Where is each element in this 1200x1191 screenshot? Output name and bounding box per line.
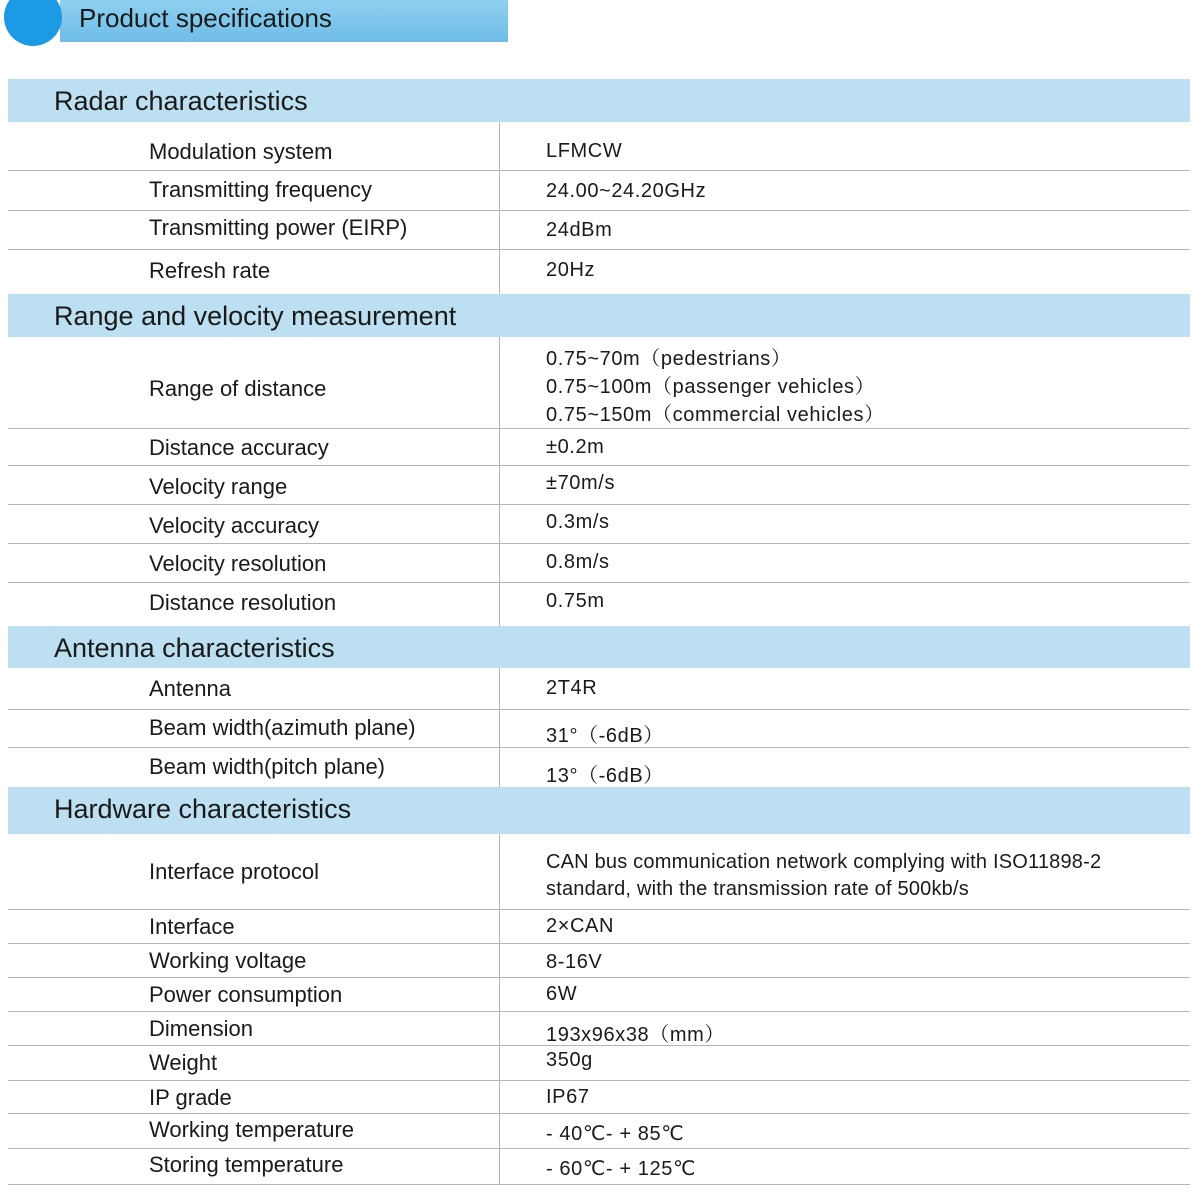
header-circle-icon: [4, 0, 62, 46]
column-divider: [499, 710, 500, 747]
column-divider: [499, 505, 500, 543]
spec-label: Range of distance: [149, 376, 327, 401]
spec-value: [546, 849, 1101, 903]
column-divider: [499, 250, 500, 294]
spec-label: Beam width(azimuth plane): [149, 715, 416, 740]
spec-label: Interface: [149, 914, 235, 939]
column-divider: [499, 1081, 500, 1113]
spec-label: Interface protocol: [149, 859, 319, 884]
column-divider: [499, 1114, 500, 1148]
spec-value-line: standard, with the transmission rate of 500kb/s: [546, 878, 969, 900]
spec-label: Antenna: [149, 676, 231, 701]
spec-value: 0.75m: [546, 590, 605, 612]
spec-label: Power consumption: [149, 982, 343, 1007]
column-divider: [499, 171, 500, 210]
spec-label: Distance resolution: [149, 590, 337, 615]
table-row: [8, 544, 1190, 583]
spec-value: LFMCW: [546, 140, 623, 162]
section-header-hardware: Hardware characteristics: [8, 787, 1190, 834]
table-row: [8, 466, 1190, 505]
spec-value: - 40℃- + 85℃: [546, 1123, 685, 1145]
spec-value: IP67: [546, 1086, 590, 1108]
spec-value: 24.00~24.20GHz: [546, 180, 707, 202]
column-divider: [499, 834, 500, 909]
table-row: [8, 171, 1190, 211]
page-title: Product specifications: [79, 3, 332, 33]
spec-value: 2T4R: [546, 677, 598, 699]
table-row: [8, 910, 1190, 944]
spec-label: IP grade: [149, 1085, 232, 1110]
table-row: [8, 1046, 1190, 1081]
spec-value: 31°（-6dB）: [546, 725, 664, 747]
table-row: [8, 122, 1190, 171]
spec-label: Transmitting power (EIRP): [149, 215, 408, 240]
spec-label: Velocity range: [149, 474, 288, 499]
column-divider: [499, 544, 500, 582]
section-header-antenna: Antenna characteristics: [8, 626, 1190, 668]
column-divider: [499, 1149, 500, 1184]
table-row: [8, 583, 1190, 626]
column-divider: [499, 211, 500, 249]
column-divider: [499, 583, 500, 626]
table-row: [8, 978, 1190, 1012]
table-row: [8, 1012, 1190, 1046]
table-bottom-border: [8, 1184, 1190, 1185]
column-divider: [499, 978, 500, 1011]
table-row: [8, 1149, 1190, 1184]
table-row: [8, 505, 1190, 544]
column-divider: [499, 466, 500, 504]
spec-value: - 60℃- + 125℃: [546, 1158, 697, 1180]
section-header-radar: Radar characteristics: [8, 79, 1190, 122]
spec-value: ±0.2m: [546, 436, 605, 458]
spec-label: Working temperature: [149, 1117, 355, 1142]
spec-label: Velocity resolution: [149, 551, 327, 576]
spec-value: 193x96x38（mm）: [546, 1024, 725, 1046]
spec-value: 13°（-6dB）: [546, 765, 664, 787]
column-divider: [499, 910, 500, 943]
spec-value-line: 0.75~70m（pedestrians）: [546, 348, 792, 370]
column-divider: [499, 944, 500, 977]
column-divider: [499, 337, 500, 428]
table-row: [8, 834, 1190, 910]
spec-label: Weight: [149, 1050, 218, 1075]
column-divider: [499, 1046, 500, 1080]
spec-label: Dimension: [149, 1016, 253, 1041]
spec-value-line: 0.75~150m（commercial vehicles）: [546, 404, 885, 426]
column-divider: [499, 668, 500, 709]
spec-value: 24dBm: [546, 219, 613, 241]
spec-label: Beam width(pitch plane): [149, 754, 386, 779]
spec-label: Distance accuracy: [149, 435, 329, 460]
spec-value: ±70m/s: [546, 472, 616, 494]
spec-value: 0.3m/s: [546, 511, 610, 533]
spec-value: 0.8m/s: [546, 551, 610, 573]
table-row: [8, 250, 1190, 294]
spec-label: Transmitting frequency: [149, 177, 372, 202]
table-row: [8, 211, 1190, 250]
spec-label: Velocity accuracy: [149, 513, 319, 538]
table-row: [8, 1081, 1190, 1114]
spec-label: Refresh rate: [149, 258, 271, 283]
spec-label: Working voltage: [149, 948, 307, 973]
table-row: [8, 429, 1190, 466]
spec-value: 6W: [546, 983, 578, 1005]
spec-value: 2×CAN: [546, 915, 615, 937]
spec-label: Storing temperature: [149, 1152, 344, 1177]
table-row: [8, 710, 1190, 748]
table-row: [8, 1114, 1190, 1149]
table-row: [8, 668, 1190, 710]
spec-value: 20Hz: [546, 259, 596, 281]
column-divider: [499, 748, 500, 787]
spec-value-line: 0.75~100m（passenger vehicles）: [546, 376, 876, 398]
spec-label: Modulation system: [149, 139, 333, 164]
spec-value: 8-16V: [546, 951, 603, 973]
column-divider: [499, 429, 500, 465]
spec-value: [546, 345, 885, 429]
spec-value: 350g: [546, 1049, 593, 1071]
column-divider: [499, 122, 500, 170]
table-row: [8, 337, 1190, 429]
table-row: [8, 748, 1190, 787]
section-header-range: Range and velocity measurement: [8, 294, 1190, 337]
spec-value-line: CAN bus communication network complying with ISO11898-2: [546, 851, 1102, 873]
table-row: [8, 944, 1190, 978]
column-divider: [499, 1012, 500, 1045]
